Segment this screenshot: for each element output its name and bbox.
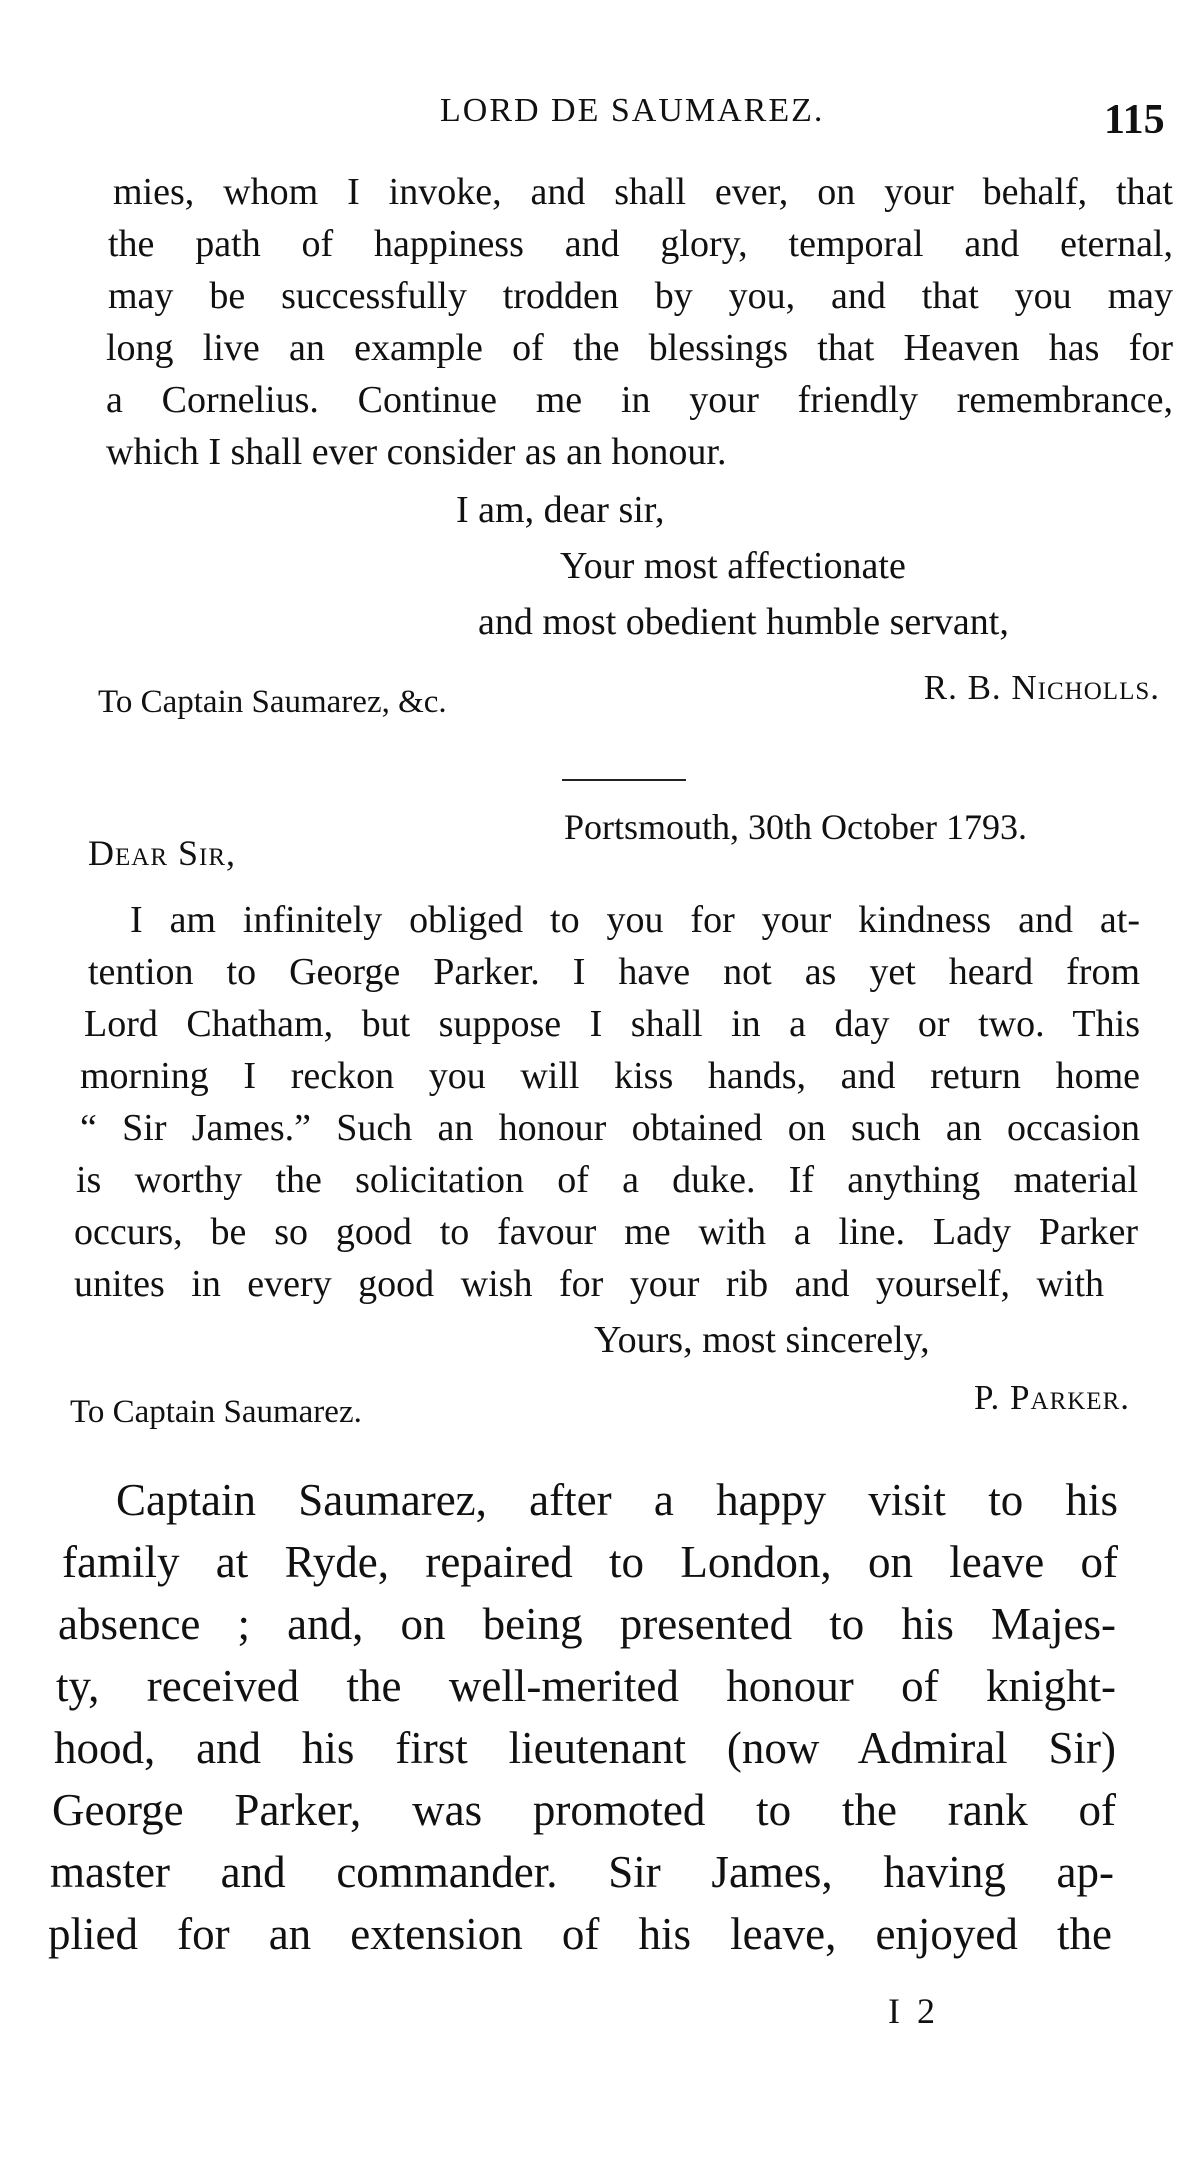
letter-parker-line-8: unites in every good wish for your rib and yourself, with <box>74 1263 1104 1305</box>
letter-nicholls-line-3: may be successfully trodden by you, and that you may <box>108 275 1173 317</box>
letter-parker-line-7: occurs, be so good to favour me with a line. Lady Parker <box>74 1211 1138 1253</box>
letter-nicholls-line-2: the path of happiness and glory, temporal and eternal, <box>108 223 1173 265</box>
narrative-line-4: ty, received the well-merited honour of knight- <box>56 1661 1116 1711</box>
letter-parker-line-5: “ Sir James.” Such an honour obtained on such an occasion <box>80 1107 1140 1149</box>
letter-nicholls-addressee: To Captain Saumarez, &c. <box>98 684 447 720</box>
letter-nicholls-closing-1: I am, dear sir, <box>456 489 665 531</box>
letter-nicholls-line-6: which I shall ever consider as an honour. <box>106 431 727 473</box>
letter-parker-line-4: morning I reckon you will kiss hands, and return home <box>80 1055 1140 1097</box>
letter-parker-line-6: is worthy the solicitation of a duke. If anything material <box>76 1159 1138 1201</box>
letter-parker-signature: P. Parker. <box>973 1378 1130 1417</box>
narrative-line-1: Captain Saumarez, after a happy visit to his <box>116 1475 1118 1525</box>
letter-parker-line-3: Lord Chatham, but suppose I shall in a day or two. This <box>84 1003 1140 1045</box>
letter-parker-line-1: I am infinitely obliged to you for your kindness and at- <box>130 899 1140 941</box>
letter-nicholls-signature: R. B. Nicholls. <box>923 668 1160 707</box>
letter-nicholls-closing-2: Your most affectionate <box>560 545 906 587</box>
page-number: 115 <box>1104 97 1165 143</box>
narrative-line-8: plied for an extension of his leave, enjoyed the <box>48 1909 1112 1959</box>
letter-nicholls-closing-3: and most obedient humble servant, <box>478 601 1009 643</box>
letter-parker-dateline: Portsmouth, 30th October 1793. <box>564 807 1027 847</box>
letter-parker-closing: Yours, most sincerely, <box>594 1319 930 1361</box>
running-title: LORD DE SAUMAREZ. <box>440 92 825 129</box>
signature-mark: I 2 <box>888 1991 939 2031</box>
letter-nicholls-line-1: mies, whom I invoke, and shall ever, on your behalf, that <box>113 171 1173 213</box>
letter-parker-addressee: To Captain Saumarez. <box>70 1394 362 1430</box>
narrative-line-2: family at Ryde, repaired to London, on leave of <box>62 1537 1118 1587</box>
letter-nicholls-line-4: long live an example of the blessings that Heaven has for <box>106 327 1173 369</box>
section-divider <box>562 779 686 781</box>
letter-nicholls-line-5: a Cornelius. Continue me in your friendly remembrance, <box>106 379 1173 421</box>
narrative-line-7: master and commander. Sir James, having ap- <box>50 1847 1114 1897</box>
letter-parker-salutation: Dear Sir, <box>88 833 237 873</box>
narrative-line-5: hood, and his first lieutenant (now Admiral Sir) <box>54 1723 1116 1773</box>
narrative-line-3: absence ; and, on being presented to his Majes- <box>58 1599 1116 1649</box>
letter-parker-line-2: tention to George Parker. I have not as yet heard from <box>88 951 1140 993</box>
narrative-line-6: George Parker, was promoted to the rank of <box>52 1785 1116 1835</box>
